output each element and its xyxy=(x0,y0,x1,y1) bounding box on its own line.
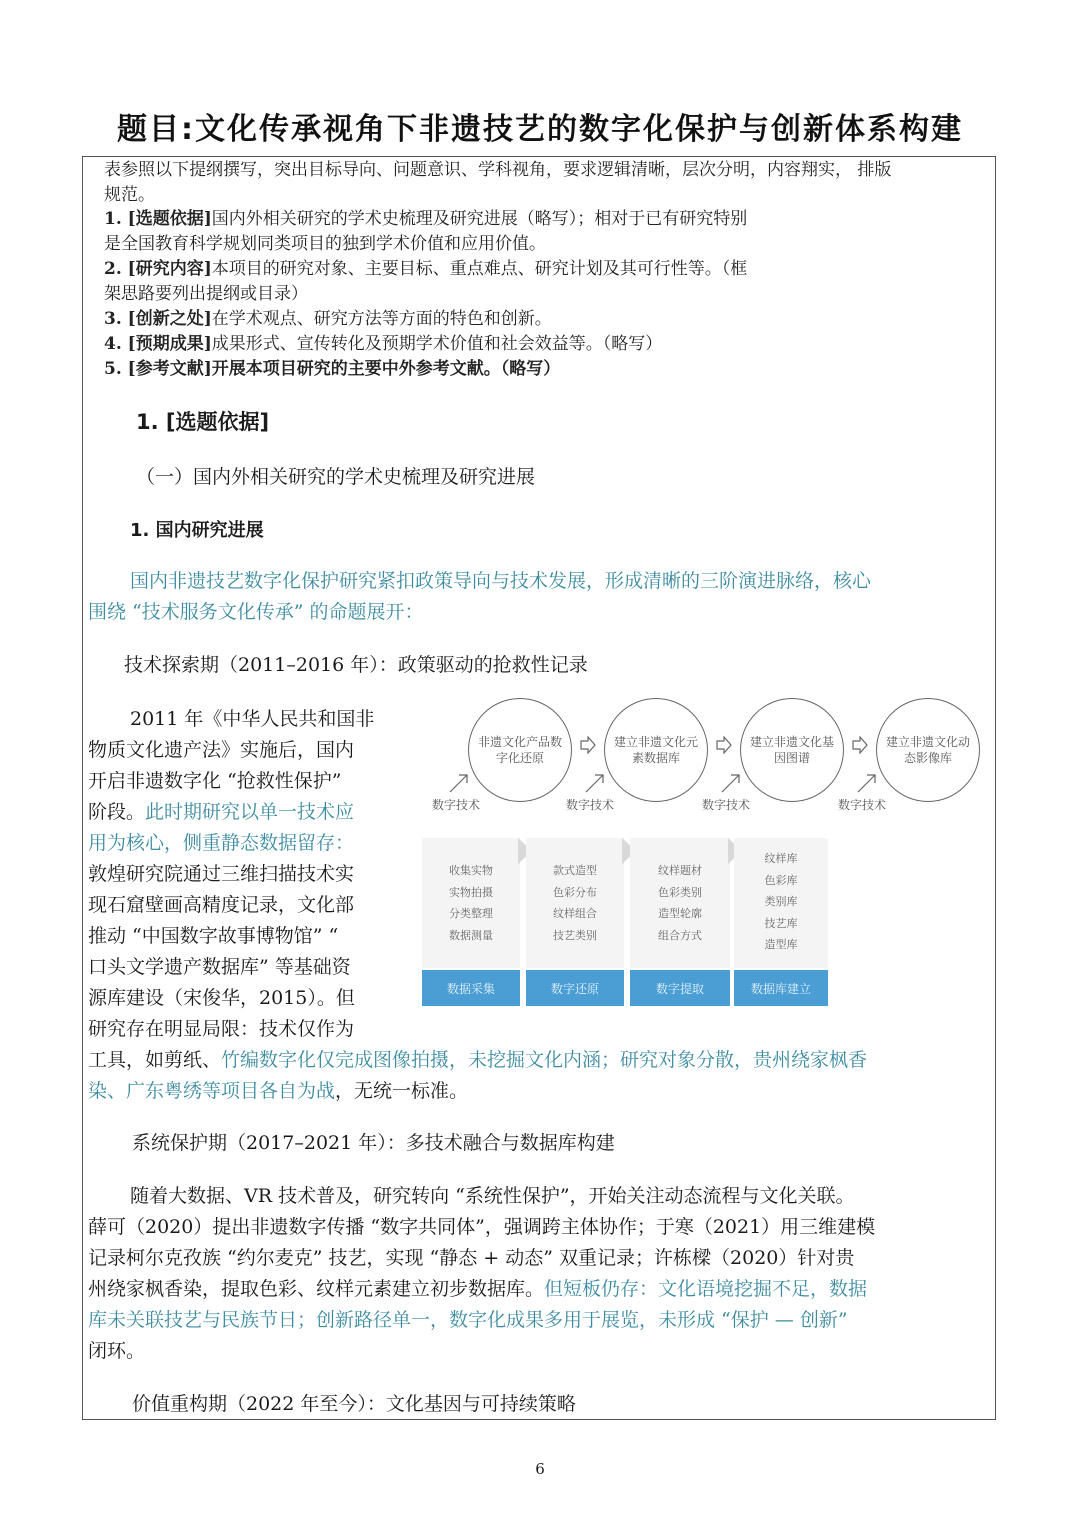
section-heading: 1. [选题依据] xyxy=(136,410,270,434)
period2-line-4b: 但短板仍存：文化语境挖掘不足，数据 xyxy=(544,1278,868,1300)
stage-box-1: 数据采集 xyxy=(422,970,520,1006)
period1-line-13 xyxy=(88,1076,468,1107)
period1-full-2b: ，无统一标准。 xyxy=(335,1080,469,1102)
right-arrow-icon xyxy=(716,736,732,754)
figure-panel-3 xyxy=(630,838,730,968)
tech-label-2: 数字技术 xyxy=(566,798,615,812)
diagonal-arrow-icon xyxy=(584,772,606,794)
period2-line-1: 随着大数据、VR 技术普及，研究转向 “系统性保护”，开始关注动态流程与文化关联。 xyxy=(130,1185,855,1207)
subsection-heading: （一）国内外相关研究的学术史梳理及研究进展 xyxy=(136,466,536,488)
guide-item-4 xyxy=(104,332,662,357)
panel-item: 款式造型 xyxy=(553,864,597,877)
figure-panel-2 xyxy=(526,838,624,968)
panel-1-list xyxy=(422,860,520,946)
tech-label-1: 数字技术 xyxy=(432,798,481,812)
guide-item-2 xyxy=(104,257,747,282)
figure-circle-2: 建立非遗文化元素数据库 xyxy=(604,698,708,802)
period1-line-8: 推动 “中国数字故事博物馆” “ xyxy=(88,925,339,947)
figure-circle-4: 建立非遗文化动态影像库 xyxy=(876,698,980,802)
guide-item-1-head: 1. [选题依据] xyxy=(104,209,212,229)
panel-item: 纹样组合 xyxy=(553,907,597,920)
diagonal-arrow-icon xyxy=(720,772,742,794)
subsubsection-heading: 1. 国内研究进展 xyxy=(130,520,264,541)
period1-line-6: 敦煌研究院通过三维扫描技术实 xyxy=(88,863,355,885)
stage-box-3: 数字提取 xyxy=(630,970,730,1006)
panel-item: 纹样题材 xyxy=(658,864,702,877)
guide-item-5-text: 开展本项目研究的主要中外参考文献。（略写） xyxy=(211,359,561,379)
period1-heading: 技术探索期（2011–2016 年）：政策驱动的抢救性记录 xyxy=(124,654,588,676)
stage-box-2: 数字还原 xyxy=(526,970,624,1006)
guide-item-1-cont: 是全国教育科学规划同类项目的独到学术价值和应用价值。 xyxy=(104,234,546,254)
tech-label-3: 数字技术 xyxy=(702,798,751,812)
panel-item: 色彩分布 xyxy=(553,885,597,899)
period1-line-9: 口头文学遗产数据库” 等基础资 xyxy=(88,956,351,978)
period1-full-2a: 染、广东粤绣等项目各自为战 xyxy=(88,1080,336,1102)
panel-item: 数据测量 xyxy=(449,928,493,942)
guide-intro-line1: 表参照以下提纲撰写，突出目标导向、问题意识、学科视角，要求逻辑清晰，层次分明，内容翔实， 排版 xyxy=(104,160,892,180)
panel-item: 收集实物 xyxy=(449,864,493,877)
period1-line-1: 2011 年《中华人民共和国非 xyxy=(130,708,375,730)
figure-panel-4 xyxy=(734,838,828,968)
panel-item: 组合方式 xyxy=(658,928,702,942)
panel-item: 造型库 xyxy=(764,938,798,951)
panel-item: 实物拍摄 xyxy=(449,885,493,899)
document-title: 题目:文化传承视角下非遗技艺的数字化保护与创新体系构建 xyxy=(117,112,963,147)
period1-line-5: 用为核心，侧重静态数据留存： xyxy=(88,832,355,854)
guide-item-4-head: 4. [预期成果] xyxy=(104,334,212,354)
panel-item: 色彩类别 xyxy=(658,885,702,899)
period1-line-10: 源库建设（宋俊华，2015）。但 xyxy=(88,987,355,1009)
period1-line-4a: 阶段。 xyxy=(88,801,146,823)
guide-item-3-text: 在学术观点、研究方法等方面的特色和创新。 xyxy=(211,309,552,329)
right-arrow-icon xyxy=(852,736,868,754)
figure-circle-1: 非遗文化产品数字化还原 xyxy=(468,698,572,802)
period1-line-2: 物质文化遗产法》实施后，国内 xyxy=(88,739,355,761)
intro-line-2: 围绕 “技术服务文化传承” 的命题展开： xyxy=(88,601,424,623)
panel-4-list xyxy=(734,848,828,956)
period2-line-5: 库未关联技艺与民族节日；创新路径单一，数字化成果多用于展览，未形成 “保护 — 创新” xyxy=(88,1309,848,1331)
figure-circle-3: 建立非遗文化基因图谱 xyxy=(740,698,844,802)
guide-item-4-text: 成果形式、宣传转化及预期学术价值和社会效益等。（略写） xyxy=(211,334,663,354)
period2-line-6: 闭环。 xyxy=(88,1340,146,1362)
period3-heading: 价值重构期（2022 年至今）：文化基因与可持续策略 xyxy=(132,1393,576,1415)
guide-item-5 xyxy=(104,357,560,382)
period2-line-4a: 州绕家枫香染，提取色彩、纹样元素建立初步数据库。 xyxy=(88,1278,545,1300)
page-number: 6 xyxy=(535,1460,545,1478)
guide-item-5-head: 5. [参考文献] xyxy=(104,359,212,379)
period1-full-1a: 工具，如剪纸、 xyxy=(88,1049,222,1071)
right-arrow-icon xyxy=(580,736,596,754)
period2-line-4 xyxy=(88,1274,867,1305)
guide-item-1 xyxy=(104,207,747,232)
tech-label-4: 数字技术 xyxy=(838,798,887,812)
panel-item: 类别库 xyxy=(764,895,798,908)
guide-intro-line2: 规范。 xyxy=(104,185,155,205)
guide-item-2-text: 本项目的研究对象、主要目标、重点难点、研究计划及其可行性等。（框 xyxy=(211,259,748,279)
panel-2-list xyxy=(526,860,624,946)
period1-line-4 xyxy=(88,797,354,828)
period2-line-2: 薛可（2020）提出非遗数字传播 “数字共同体”，强调跨主体协作；于寒（2021）用三维建模 xyxy=(88,1216,876,1238)
figure-panel-1 xyxy=(422,838,520,968)
guide-item-2-cont: 架思路要列出提纲或目录） xyxy=(104,284,308,304)
guide-item-3-head: 3. [创新之处] xyxy=(104,309,212,329)
diagonal-arrow-icon xyxy=(448,772,470,794)
period1-line-3: 开启非遗数字化 “抢救性保护” xyxy=(88,770,342,792)
guide-item-3 xyxy=(104,307,552,332)
period1-full-1b: 竹编数字化仅完成图像拍摄，未挖掘文化内涵；研究对象分散，贵州绕家枫香 xyxy=(221,1049,868,1071)
panel-3-list xyxy=(630,860,730,946)
stage-box-4: 数据库建立 xyxy=(734,970,828,1006)
period2-heading: 系统保护期（2017–2021 年）：多技术融合与数据库构建 xyxy=(132,1132,615,1154)
guide-item-2-head: 2. [研究内容] xyxy=(104,259,212,279)
diagonal-arrow-icon xyxy=(856,772,878,794)
panel-item: 分类整理 xyxy=(449,907,493,920)
period1-line-4b: 此时期研究以单一技术应 xyxy=(145,801,355,823)
period1-line-11: 研究存在明显局限：技术仅作为 xyxy=(88,1018,355,1040)
panel-item: 造型轮廓 xyxy=(658,907,702,920)
period1-line-7: 现石窟壁画高精度记录，文化部 xyxy=(88,894,355,916)
digitization-process-figure xyxy=(422,692,994,1022)
panel-item: 色彩库 xyxy=(764,873,798,887)
panel-item: 纹样库 xyxy=(764,852,798,865)
panel-item: 技艺库 xyxy=(764,916,798,930)
panel-item: 技艺类别 xyxy=(553,928,597,942)
period2-line-3: 记录柯尔克孜族 “约尔麦克” 技艺，实现 “静态 + 动态” 双重记录；许栋樑（2020）针对贵 xyxy=(88,1247,855,1269)
guide-item-1-text: 国内外相关研究的学术史梳理及研究进展（略写）；相对于已有研究特别 xyxy=(211,209,748,229)
intro-line-1: 国内非遗技艺数字化保护研究紧扣政策导向与技术发展，形成清晰的三阶演进脉络，核心 xyxy=(130,570,872,592)
period1-line-12 xyxy=(88,1045,867,1076)
